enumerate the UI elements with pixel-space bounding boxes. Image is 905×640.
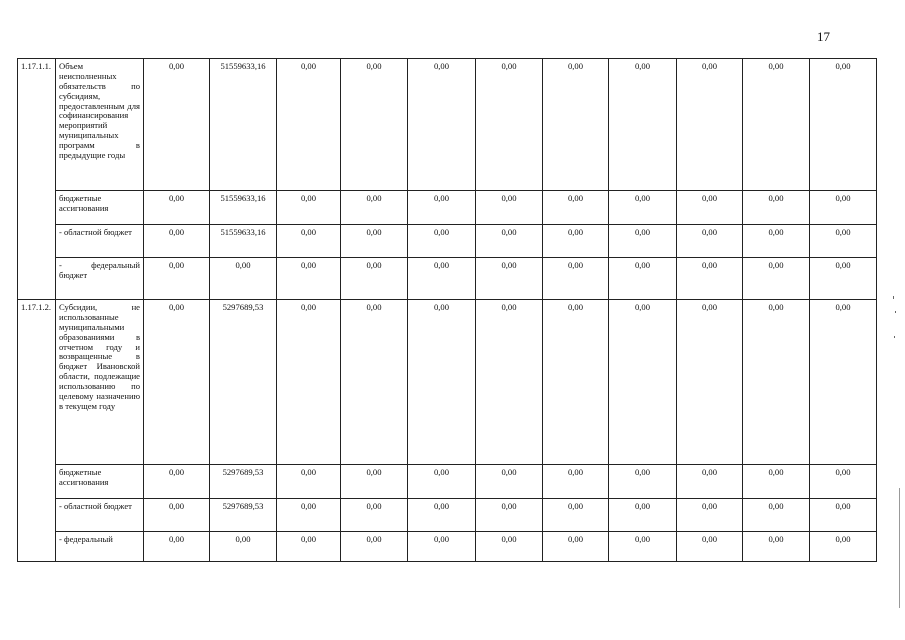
subrow xyxy=(18,465,877,499)
value-cell: 0,00 xyxy=(341,258,408,300)
value-cell: 0,00 xyxy=(743,532,810,562)
value-cell: 0,00 xyxy=(543,499,609,532)
subrow-label: бюджетные ассигнования xyxy=(56,465,144,499)
value-cell: 0,00 xyxy=(476,258,543,300)
value-cell: 0,00 xyxy=(144,499,210,532)
scan-artifact xyxy=(893,296,894,299)
value-cell: 0,00 xyxy=(277,499,341,532)
value-cell: 5297689,53 xyxy=(210,300,277,465)
value-cell: 0,00 xyxy=(144,532,210,562)
value-cell: 0,00 xyxy=(810,59,877,191)
value-cell: 0,00 xyxy=(277,532,341,562)
subrow xyxy=(18,532,877,562)
value-cell: 0,00 xyxy=(609,532,677,562)
value-cell: 0,00 xyxy=(408,465,476,499)
value-cell: 0,00 xyxy=(677,532,743,562)
value-cell: 5297689,53 xyxy=(210,499,277,532)
value-cell: 0,00 xyxy=(476,532,543,562)
value-cell: 0,00 xyxy=(277,300,341,465)
value-cell: 0,00 xyxy=(144,300,210,465)
value-cell: 0,00 xyxy=(743,258,810,300)
value-cell: 0,00 xyxy=(677,300,743,465)
value-cell: 0,00 xyxy=(543,225,609,258)
value-cell: 0,00 xyxy=(677,465,743,499)
value-cell: 51559633,16 xyxy=(210,59,277,191)
value-cell: 0,00 xyxy=(341,499,408,532)
value-cell: 0,00 xyxy=(476,499,543,532)
value-cell: 0,00 xyxy=(277,225,341,258)
value-cell: 0,00 xyxy=(144,225,210,258)
subrow xyxy=(18,225,877,258)
subrow xyxy=(18,499,877,532)
value-cell: 0,00 xyxy=(144,465,210,499)
value-cell: 0,00 xyxy=(277,258,341,300)
value-cell: 0,00 xyxy=(609,465,677,499)
value-cell: 0,00 xyxy=(810,465,877,499)
value-cell: 0,00 xyxy=(543,258,609,300)
value-cell: 0,00 xyxy=(677,499,743,532)
value-cell: 0,00 xyxy=(341,532,408,562)
value-cell: 0,00 xyxy=(341,59,408,191)
value-cell: 0,00 xyxy=(408,59,476,191)
value-cell: 0,00 xyxy=(277,59,341,191)
value-cell: 0,00 xyxy=(609,59,677,191)
scan-artifact xyxy=(895,311,896,313)
value-cell: 0,00 xyxy=(743,499,810,532)
value-cell: 0,00 xyxy=(543,465,609,499)
value-cell: 0,00 xyxy=(609,300,677,465)
value-cell: 0,00 xyxy=(408,300,476,465)
section-row xyxy=(18,300,877,465)
subrow-label: бюджетные ассигнования xyxy=(56,191,144,225)
section-row xyxy=(18,59,877,191)
value-cell: 0,00 xyxy=(609,191,677,225)
value-cell: 0,00 xyxy=(810,191,877,225)
value-cell: 0,00 xyxy=(543,59,609,191)
value-cell: 0,00 xyxy=(677,59,743,191)
value-cell: 0,00 xyxy=(810,499,877,532)
subrow-label: - областной бюджет xyxy=(56,499,144,532)
value-cell: 0,00 xyxy=(341,191,408,225)
value-cell: 0,00 xyxy=(743,59,810,191)
value-cell: 0,00 xyxy=(810,225,877,258)
subrow xyxy=(18,258,877,300)
page-number: 17 xyxy=(817,29,830,44)
value-cell: 0,00 xyxy=(476,191,543,225)
value-cell: 51559633,16 xyxy=(210,225,277,258)
value-cell: 0,00 xyxy=(677,225,743,258)
value-cell: 0,00 xyxy=(144,258,210,300)
section-code: 1.17.1.2. xyxy=(18,300,56,562)
value-cell: 0,00 xyxy=(543,300,609,465)
value-cell: 0,00 xyxy=(743,225,810,258)
budget-table xyxy=(17,58,877,562)
value-cell: 0,00 xyxy=(543,191,609,225)
value-cell: 51559633,16 xyxy=(210,191,277,225)
value-cell: 0,00 xyxy=(408,258,476,300)
value-cell: 0,00 xyxy=(476,465,543,499)
value-cell: 0,00 xyxy=(341,300,408,465)
scan-artifact xyxy=(894,336,895,338)
value-cell: 0,00 xyxy=(476,300,543,465)
value-cell: 0,00 xyxy=(810,300,877,465)
value-cell: 0,00 xyxy=(341,465,408,499)
value-cell: 0,00 xyxy=(408,499,476,532)
value-cell: 0,00 xyxy=(476,59,543,191)
value-cell: 0,00 xyxy=(144,59,210,191)
section-description: Субсидии, не использованные муниципальными образованиями в отчетном году и возвращенные в бюджет Ивановской области, подлежащие использованию по целевому назначению в текущем году xyxy=(56,300,144,465)
value-cell: 0,00 xyxy=(277,191,341,225)
value-cell: 0,00 xyxy=(609,225,677,258)
subrow xyxy=(18,191,877,225)
value-cell: 0,00 xyxy=(408,532,476,562)
value-cell: 0,00 xyxy=(743,191,810,225)
value-cell: 0,00 xyxy=(677,191,743,225)
subrow-label: - федеральный xyxy=(56,532,144,562)
value-cell: 0,00 xyxy=(210,258,277,300)
subrow-label: - федеральный бюджет xyxy=(56,258,144,300)
value-cell: 0,00 xyxy=(677,258,743,300)
value-cell: 0,00 xyxy=(810,258,877,300)
value-cell: 0,00 xyxy=(408,191,476,225)
value-cell: 0,00 xyxy=(609,258,677,300)
value-cell: 0,00 xyxy=(341,225,408,258)
value-cell: 0,00 xyxy=(743,465,810,499)
subrow-label: - областной бюджет xyxy=(56,225,144,258)
value-cell: 0,00 xyxy=(810,532,877,562)
value-cell: 0,00 xyxy=(408,225,476,258)
scan-artifact xyxy=(899,488,900,608)
value-cell: 0,00 xyxy=(609,499,677,532)
value-cell: 0,00 xyxy=(476,225,543,258)
section-description: Объем неисполненных обязательств по субсидиям, предоставленным для софинансирования мероприятий муниципальных программ в предыдущие годы xyxy=(56,59,144,191)
value-cell: 5297689,53 xyxy=(210,465,277,499)
value-cell: 0,00 xyxy=(743,300,810,465)
section-code: 1.17.1.1. xyxy=(18,59,56,300)
value-cell: 0,00 xyxy=(277,465,341,499)
value-cell: 0,00 xyxy=(543,532,609,562)
value-cell: 0,00 xyxy=(210,532,277,562)
value-cell: 0,00 xyxy=(144,191,210,225)
